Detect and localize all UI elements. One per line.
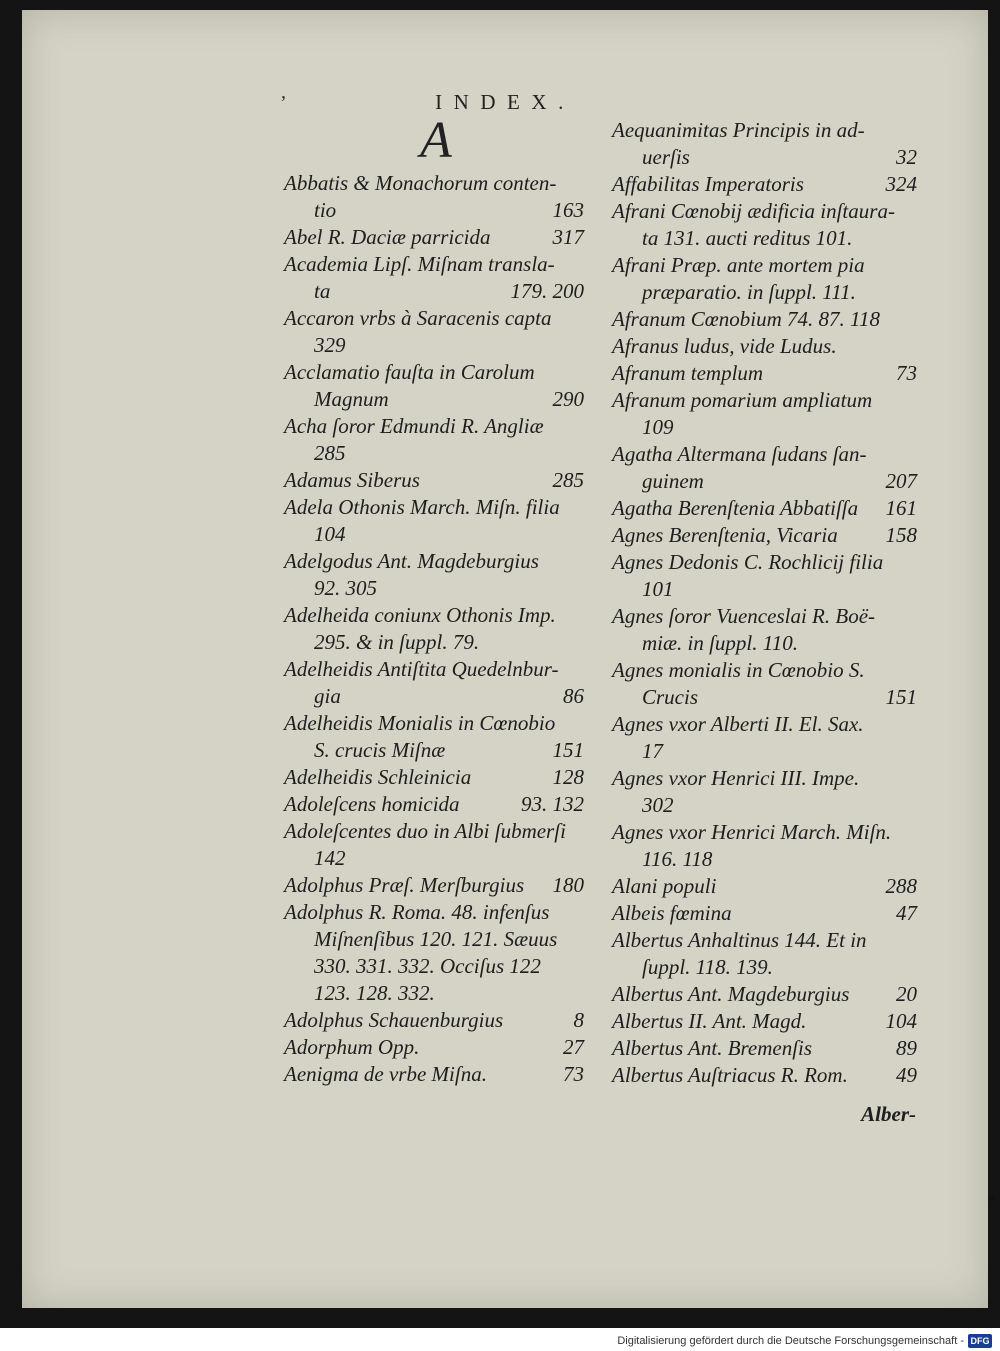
index-line <box>612 981 917 1008</box>
index-line <box>612 792 917 819</box>
entry-text: Aequanimitas Principis in ad- <box>612 118 865 142</box>
index-entry <box>612 873 917 900</box>
entry-text: Academia Lipſ. Miſnam transla- <box>284 252 555 276</box>
entry-text: gia <box>314 684 341 708</box>
entry-text: ta 131. aucti reditus 101. <box>642 226 853 250</box>
page-reference: 20 <box>896 982 917 1006</box>
entry-text: Abel R. Daciæ parricida <box>284 225 491 249</box>
index-line <box>284 845 584 872</box>
entry-text: Agnes ſoror Vuenceslai R. Boë- <box>612 604 876 628</box>
index-line <box>612 819 917 846</box>
index-entry <box>612 711 917 765</box>
index-line <box>612 1008 917 1035</box>
entry-text: Afranum pomarium ampliatum <box>612 388 873 412</box>
index-line <box>284 980 584 1007</box>
index-line <box>284 899 584 926</box>
entry-text: 285 <box>314 441 346 465</box>
index-line <box>284 1034 584 1061</box>
entry-text: Albertus Ant. Magdeburgius <box>612 982 850 1006</box>
page-reference: 285 <box>552 468 584 492</box>
index-line <box>612 1035 917 1062</box>
index-entry <box>612 360 917 387</box>
index-line <box>284 521 584 548</box>
entry-text: Albeis fœmina <box>612 901 732 925</box>
entry-text: ta <box>314 279 331 303</box>
index-line <box>612 117 917 144</box>
index-line <box>612 954 917 981</box>
index-entry <box>612 495 917 522</box>
index-entry <box>284 1034 584 1061</box>
entry-text: 109 <box>642 415 674 439</box>
entry-text: Acclamatio fauſta in Carolum <box>284 360 535 384</box>
index-entry <box>284 467 584 494</box>
running-head: INDEX. <box>435 90 575 114</box>
index-entry <box>612 306 917 333</box>
index-entry <box>612 171 917 198</box>
index-line <box>284 818 584 845</box>
entry-text: Afranum Cœnobium 74. 87. 118 <box>612 307 880 331</box>
index-entry <box>612 333 917 360</box>
index-line <box>612 360 917 387</box>
entry-text: 116. 118 <box>642 847 713 871</box>
index-line <box>284 467 584 494</box>
index-line <box>612 900 917 927</box>
index-line <box>612 657 917 684</box>
index-line <box>284 953 584 980</box>
entry-text: Adolphus Præſ. Merſburgius <box>284 873 525 897</box>
entry-text: Adoleſcens homicida <box>284 792 460 816</box>
index-line <box>612 684 917 711</box>
page-reference: 32 <box>896 145 917 169</box>
page-reference: 104 <box>885 1009 917 1033</box>
entry-text: Agatha Altermana ſudans ſan- <box>612 442 867 466</box>
index-entry <box>612 198 917 252</box>
index-line <box>284 494 584 521</box>
index-entry <box>284 170 584 224</box>
index-entry <box>284 710 584 764</box>
entry-text: Afrani Præp. ante mortem pia <box>612 253 865 277</box>
entry-text: Adorphum Opp. <box>284 1035 420 1059</box>
index-line <box>612 252 917 279</box>
index-line <box>284 170 584 197</box>
footer-credit: Digitalisierung gefördert durch die Deutsche Forschungsgemeinschaft - <box>617 1335 964 1347</box>
catchword: Alber- <box>861 1102 916 1126</box>
index-line <box>612 603 917 630</box>
index-entry <box>284 494 584 548</box>
index-entry <box>284 1007 584 1034</box>
page-reference: 151 <box>885 685 917 709</box>
entry-text: præparatio. in ſuppl. 111. <box>642 280 856 304</box>
page-reference: 317 <box>552 225 584 249</box>
page-reference: 288 <box>885 874 917 898</box>
index-entry <box>284 251 584 305</box>
index-line <box>612 522 917 549</box>
index-line <box>284 575 584 602</box>
entry-text: Adelgodus Ant. Magdeburgius <box>284 549 539 573</box>
entry-text: 92. 305 <box>314 576 377 600</box>
entry-text: 123. 128. 332. <box>314 981 435 1005</box>
index-line <box>612 630 917 657</box>
page-reference: 207 <box>885 469 917 493</box>
edge-dot <box>988 1195 994 1201</box>
entry-text: Afranum templum <box>612 361 764 385</box>
entry-text: Magnum <box>314 387 389 411</box>
index-entry <box>284 602 584 656</box>
index-entry <box>284 305 584 359</box>
index-line <box>612 576 917 603</box>
page-reference: 73 <box>563 1062 584 1086</box>
index-entry <box>612 1035 917 1062</box>
index-line <box>284 737 584 764</box>
entry-text: Affabilitas Imperatoris <box>612 172 804 196</box>
entry-text: Abbatis & Monachorum conten- <box>284 171 557 195</box>
index-line <box>612 738 917 765</box>
index-line <box>284 602 584 629</box>
index-entry <box>612 657 917 711</box>
page-reference: 151 <box>552 738 584 762</box>
index-line <box>612 387 917 414</box>
index-line <box>284 413 584 440</box>
entry-text: 101 <box>642 577 674 601</box>
index-line <box>284 710 584 737</box>
index-line <box>284 440 584 467</box>
entry-text: Adelheidis Monialis in Cœnobio <box>284 711 556 735</box>
page-reference: 161 <box>885 496 917 520</box>
index-line <box>612 927 917 954</box>
index-line <box>284 197 584 224</box>
index-entry <box>612 900 917 927</box>
index-line <box>612 468 917 495</box>
index-line <box>612 414 917 441</box>
index-entry <box>284 656 584 710</box>
index-entry <box>284 872 584 899</box>
index-line <box>612 279 917 306</box>
index-line <box>284 332 584 359</box>
entry-text: miæ. in ſuppl. 110. <box>642 631 798 655</box>
index-entry <box>284 1061 584 1088</box>
index-entry <box>612 387 917 441</box>
index-line <box>284 791 584 818</box>
entry-text: Adelheida coniunx Othonis Imp. <box>284 603 556 627</box>
index-entry <box>612 252 917 306</box>
entry-text: 330. 331. 332. Occiſus 122 <box>314 954 541 978</box>
page-reference: 49 <box>896 1063 917 1087</box>
page-reference: 290 <box>552 387 584 411</box>
entry-text: Agnes vxor Henrici March. Miſn. <box>612 820 892 844</box>
index-line <box>612 333 917 360</box>
index-entry <box>284 764 584 791</box>
index-entry <box>612 549 917 603</box>
index-line <box>284 683 584 710</box>
margin-mark: ’ <box>280 92 287 114</box>
entry-text: Crucis <box>642 685 699 709</box>
page-reference: 180 <box>552 873 584 897</box>
index-entry <box>612 603 917 657</box>
index-line <box>612 144 917 171</box>
index-line <box>284 386 584 413</box>
index-line <box>284 224 584 251</box>
entry-text: 295. & in ſuppl. 79. <box>314 630 480 654</box>
index-line <box>612 306 917 333</box>
index-line <box>284 926 584 953</box>
entry-text: Alani populi <box>612 874 717 898</box>
book-page <box>22 10 988 1308</box>
index-line <box>612 225 917 252</box>
page-reference: 8 <box>573 1008 584 1032</box>
index-entry <box>612 981 917 1008</box>
entry-text: Adelheidis Antiſtita Quedelnbur- <box>284 657 559 681</box>
page-reference: 89 <box>896 1036 917 1060</box>
section-initial: A <box>420 112 452 169</box>
index-line <box>612 711 917 738</box>
index-line <box>284 305 584 332</box>
entry-text: tio <box>314 198 337 222</box>
index-line <box>284 1007 584 1034</box>
entry-text: Albertus II. Ant. Magd. <box>612 1009 807 1033</box>
index-entry <box>612 927 917 981</box>
index-line <box>612 495 917 522</box>
index-line <box>612 198 917 225</box>
page-reference: 163 <box>552 198 584 222</box>
page-reference: 324 <box>885 172 917 196</box>
index-entry <box>612 819 917 873</box>
index-line <box>284 1061 584 1088</box>
index-line <box>284 359 584 386</box>
entry-text: Afranus ludus, vide Ludus. <box>612 334 837 358</box>
index-line <box>284 629 584 656</box>
index-line <box>612 549 917 576</box>
index-entry <box>284 899 584 1007</box>
index-entry <box>612 765 917 819</box>
entry-text: ſuppl. 118. 139. <box>642 955 773 979</box>
index-entry <box>612 1062 917 1089</box>
index-line <box>612 441 917 468</box>
entry-text: Agnes Berenſtenia, Vicaria <box>612 523 838 547</box>
index-line <box>612 873 917 900</box>
entry-text: Albertus Ant. Bremenſis <box>612 1036 813 1060</box>
entry-text: Miſnenſibus 120. 121. Sæuus <box>314 927 558 951</box>
index-entry <box>612 1008 917 1035</box>
entry-text: Aenigma de vrbe Miſna. <box>284 1062 487 1086</box>
page-reference: 27 <box>563 1035 584 1059</box>
index-line <box>284 278 584 305</box>
page-reference: 179. 200 <box>510 279 584 303</box>
index-line <box>284 764 584 791</box>
index-entry <box>284 359 584 413</box>
index-line <box>612 1062 917 1089</box>
page-reference: 47 <box>896 901 917 925</box>
index-line <box>284 548 584 575</box>
index-entry <box>612 441 917 495</box>
index-entry <box>612 522 917 549</box>
entry-text: Accaron vrbs à Saracenis capta <box>284 306 552 330</box>
index-entry <box>284 548 584 602</box>
entry-text: Adela Othonis March. Miſn. filia <box>284 495 560 519</box>
page-reference: 128 <box>552 765 584 789</box>
dfg-logo-icon: DFG <box>968 1334 992 1348</box>
index-line <box>612 171 917 198</box>
index-column-right <box>612 117 917 1089</box>
entry-text: Adoleſcentes duo in Albi ſubmerſi <box>284 819 566 843</box>
entry-text: Agatha Berenſtenia Abbatiſſa <box>612 496 859 520</box>
index-entry <box>612 117 917 171</box>
entry-text: Afrani Cœnobij ædificia inſtaura- <box>612 199 895 223</box>
entry-text: Adamus Siberus <box>284 468 420 492</box>
entry-text: guinem <box>642 469 704 493</box>
entry-text: 329 <box>314 333 346 357</box>
entry-text: 302 <box>642 793 674 817</box>
entry-text: Albertus Anhaltinus 144. Et in <box>612 928 867 952</box>
index-entry <box>284 818 584 872</box>
entry-text: Agnes vxor Henrici III. Impe. <box>612 766 860 790</box>
entry-text: Adolphus Schauenburgius <box>284 1008 504 1032</box>
page-reference: 73 <box>896 361 917 385</box>
footer-bar <box>0 1333 1000 1351</box>
index-entry <box>284 224 584 251</box>
index-line <box>612 765 917 792</box>
entry-text: Albertus Auſtriacus R. Rom. <box>612 1063 848 1087</box>
page-reference: 158 <box>885 523 917 547</box>
entry-text: S. crucis Miſnæ <box>314 738 446 762</box>
entry-text: Adolphus R. Roma. 48. infenſus <box>284 900 550 924</box>
entry-text: Agnes Dedonis C. Rochlicij filia <box>612 550 884 574</box>
index-line <box>284 656 584 683</box>
index-line <box>284 872 584 899</box>
entry-text: Agnes vxor Alberti II. El. Sax. <box>612 712 864 736</box>
entry-text: Adelheidis Schleinicia <box>284 765 472 789</box>
index-column-left <box>284 170 584 1088</box>
index-entry <box>284 413 584 467</box>
index-line <box>284 251 584 278</box>
index-entry <box>284 791 584 818</box>
entry-text: uerſis <box>642 145 690 169</box>
entry-text: 104 <box>314 522 346 546</box>
entry-text: Agnes monialis in Cœnobio S. <box>612 658 865 682</box>
entry-text: 142 <box>314 846 346 870</box>
page-reference: 86 <box>563 684 584 708</box>
index-line <box>612 846 917 873</box>
page-reference: 93. 132 <box>521 792 584 816</box>
entry-text: 17 <box>642 739 663 763</box>
entry-text: Acha ſoror Edmundi R. Angliæ <box>284 414 544 438</box>
